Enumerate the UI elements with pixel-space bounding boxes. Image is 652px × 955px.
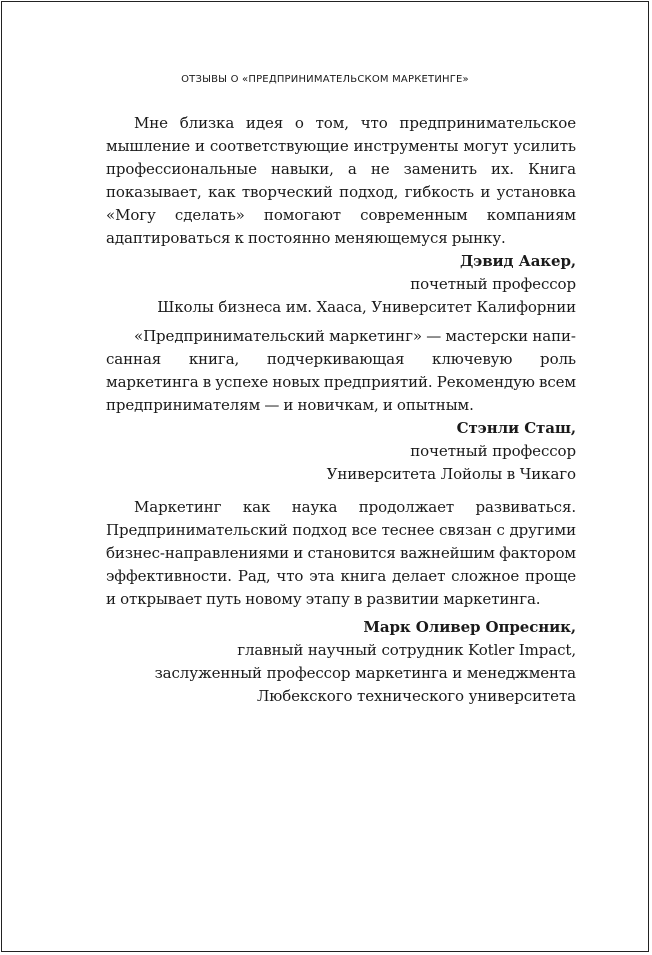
review-signature xyxy=(106,616,576,708)
reviewer-name: Дэвид Аакер, xyxy=(459,252,576,270)
review-signature xyxy=(106,250,576,319)
review-text: Мне близка идея о том, что предпринимательское мышление и соответствующие инструменты могут усилить профессиональные навыки, а не заменить их. Книга показывает, как творческий подход, гибкость и установка «Могу сделать» помогают современным компаниям адаптироваться к постоянно меняющемуся рынку. xyxy=(106,114,576,247)
reviewer-title: почетный профессор xyxy=(410,442,576,460)
review-2 xyxy=(106,325,576,486)
reviewer-name: Стэнли Сташ, xyxy=(456,419,576,437)
reviewer-affiliation: заслуженный профессор маркетинга и менеджмента xyxy=(154,664,576,682)
review-text: «Предпринимательский маркетинг» — мастерски написанная книга, подчеркивающая ключевую роль маркетинга в успехе новых предприятий. Рекомендую всем предпринимателям — и новичкам, и опытным. xyxy=(106,327,576,414)
review-1 xyxy=(106,112,576,319)
book-page xyxy=(1,1,649,952)
reviewer-name: Марк Оливер Опресник, xyxy=(363,618,576,636)
reviewer-title: главный научный сотрудник Kotler Impact, xyxy=(237,641,576,659)
review-signature xyxy=(106,417,576,486)
reviewer-affiliation-2: Любекского технического университета xyxy=(256,687,576,705)
reviewer-affiliation: Школы бизнеса им. Хааса, Университет Калифорнии xyxy=(157,298,576,316)
review-text: Маркетинг как наука продолжает развиваться. Предпринимательский подход все теснее связан с другими бизнес-направлениями и становится важнейшим фактором эффективности. Рад, что эта книга делает сложное проще и открывает путь новому этапу в развитии маркетинга. xyxy=(106,498,576,608)
reviewer-title: почетный профессор xyxy=(410,275,576,293)
reviewer-affiliation: Университета Лойолы в Чикаго xyxy=(326,465,576,483)
review-3 xyxy=(106,496,576,708)
running-header: ОТЗЫВЫ О «ПРЕДПРИНИМАТЕЛЬСКОМ МАРКЕТИНГЕ» xyxy=(181,74,469,85)
